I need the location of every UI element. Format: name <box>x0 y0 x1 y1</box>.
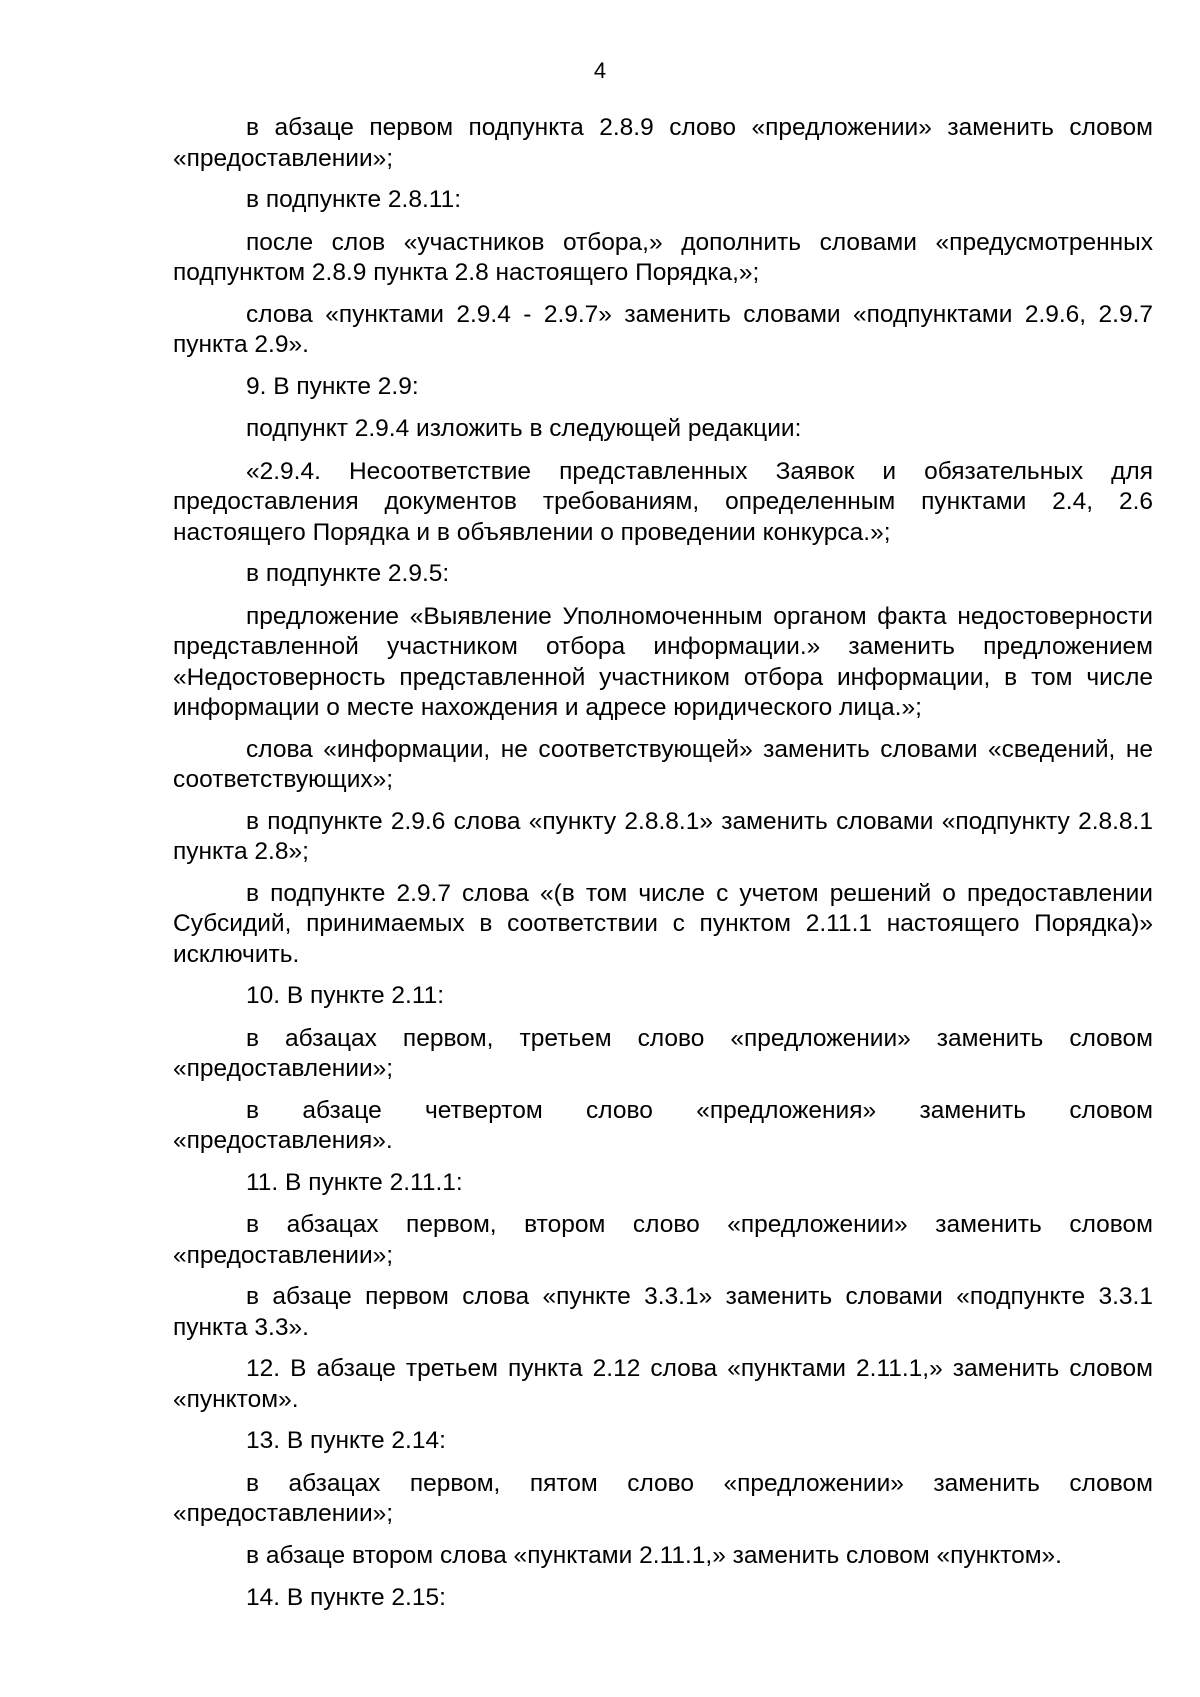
paragraph: слова «информации, не соответствующей» заменить словами «сведений, не соответствующих»; <box>173 735 1153 793</box>
paragraph: в абзаце первом слова «пункте 3.3.1» заменить словами «подпункте 3.3.1 пункта 3.3». <box>173 1283 1153 1341</box>
paragraph: 13. В пункте 2.14: <box>246 1427 446 1454</box>
page-number: 4 <box>593 58 607 83</box>
paragraph: 14. В пункте 2.15: <box>246 1584 446 1611</box>
paragraph: в абзаце четвертом слово «предложения» заменить словом «предоставления». <box>173 1096 1153 1154</box>
paragraph: в подпункте 2.9.7 слова «(в том числе с учетом решений о предоставлении Субсидий, принимаемых в соответствии с пунктом 2.11.1 настоящего Порядка)» исключить. <box>173 879 1153 968</box>
paragraph: в абзацах первом, втором слово «предложении» заменить словом «предоставлении»; <box>173 1211 1153 1269</box>
paragraph: в абзаце втором слова «пунктами 2.11.1,» заменить словом «пунктом». <box>246 1541 1062 1569</box>
paragraph: после слов «участников отбора,» дополнить словами «предусмотренных подпунктом 2.8.9 пункта 2.8 настоящего Порядка,»; <box>173 228 1153 286</box>
paragraph: «2.9.4. Несоответствие представленных Заявок и обязательных для предоставления документов требованиям, определенным пунктами 2.4, 2.6 настоящего Порядка и в объявлении о проведении конкурса.»; <box>173 457 1153 546</box>
paragraph: 11. В пункте 2.11.1: <box>246 1168 463 1196</box>
paragraph: слова «пунктами 2.9.4 - 2.9.7» заменить словами «подпунктами 2.9.6, 2.9.7 пункта 2.9». <box>173 300 1153 358</box>
paragraph: 12. В абзаце третьем пункта 2.12 слова «пунктами 2.11.1,» заменить словом «пунктом». <box>173 1355 1153 1413</box>
paragraph: в подпункте 2.9.5: <box>246 560 450 587</box>
paragraph: 10. В пункте 2.11: <box>246 982 445 1009</box>
paragraph: в абзацах первом, третьем слово «предложении» заменить словом «предоставлении»; <box>173 1024 1153 1082</box>
paragraph: предложение «Выявление Уполномоченным органом факта недостоверности представленной участником отбора информации.» заменить предложением «Недостоверность представленной участником отбора информации, в том числе информации о месте нахождения и адресе юридического лица.»; <box>173 602 1153 721</box>
paragraph: подпункт 2.9.4 изложить в следующей редакции: <box>246 415 802 442</box>
paragraph: в подпункте 2.8.11: <box>246 186 461 213</box>
paragraph: в подпункте 2.9.6 слова «пункту 2.8.8.1» заменить словами «подпункту 2.8.8.1 пункта 2.8»; <box>173 807 1153 865</box>
paragraph: в абзаце первом подпункта 2.8.9 слово «предложении» заменить словом «предоставлении»; <box>173 114 1153 172</box>
paragraph: в абзацах первом, пятом слово «предложении» заменить словом «предоставлении»; <box>173 1469 1153 1527</box>
paragraph: 9. В пункте 2.9: <box>246 372 419 400</box>
document-body <box>173 113 1153 1626</box>
